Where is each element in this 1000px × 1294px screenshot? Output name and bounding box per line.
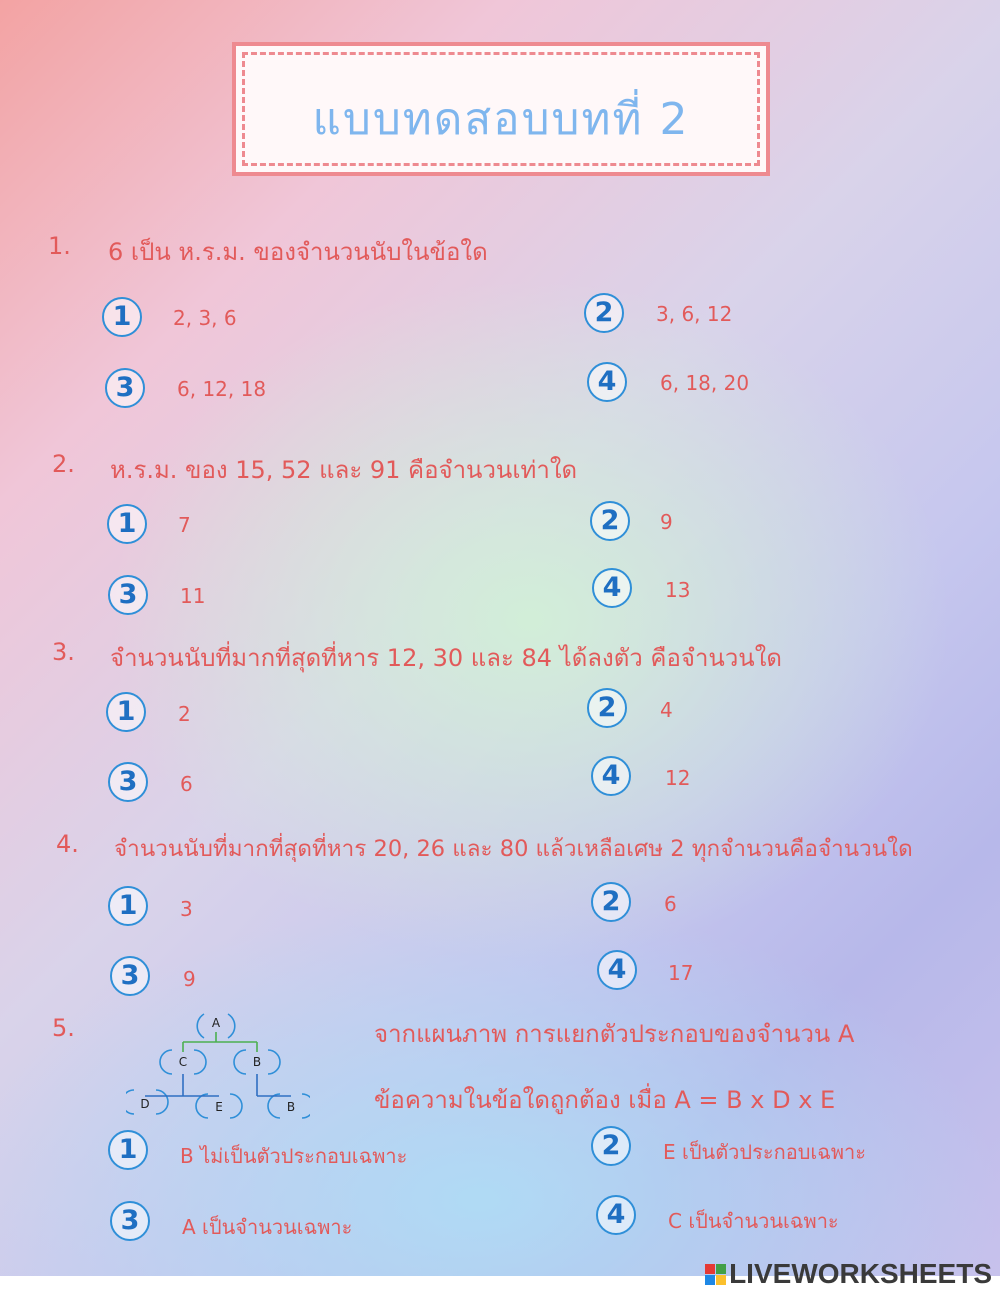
q1-option-2-text: 3, 6, 12 [656, 302, 733, 326]
q3-option-1-marker[interactable]: 1 [106, 692, 146, 732]
q2-option-2-marker[interactable]: 2 [590, 501, 630, 541]
liveworksheets-logo[interactable] [705, 1258, 992, 1290]
q4-option-1-text: 3 [180, 897, 193, 921]
question-4-text: จำนวนนับที่มากที่สุดที่หาร 20, 26 และ 80 แล้วเหลือเศษ 2 ทุกจำนวนคือจำนวนใด [114, 836, 913, 862]
q3-option-4-text: 12 [665, 766, 691, 790]
q2-option-1-marker[interactable]: 1 [107, 504, 147, 544]
q5-option-1-text: B ไม่เป็นตัวประกอบเฉพาะ [180, 1144, 408, 1168]
brand-name: LIVEWORKSHEETS [729, 1258, 992, 1289]
q4-option-3-text: 9 [183, 967, 196, 991]
q4-option-4-marker[interactable]: 4 [597, 950, 637, 990]
brand-logo-icon [705, 1264, 726, 1285]
question-2-text: ห.ร.ม. ของ 15, 52 และ 91 คือจำนวนเท่าใด [110, 456, 578, 484]
q1-option-3-text: 6, 12, 18 [177, 377, 267, 401]
tree-node-top: A [211, 1016, 221, 1030]
q5-option-4-marker[interactable]: 4 [596, 1195, 636, 1235]
q3-option-1-text: 2 [178, 702, 191, 726]
q5-option-3-marker[interactable]: 3 [110, 1201, 150, 1241]
q2-option-2-text: 9 [660, 510, 673, 534]
worksheet-title: แบบทดสอบบทที่ 2 [312, 94, 690, 145]
q4-option-3-marker[interactable]: 3 [110, 956, 150, 996]
q4-option-2-text: 6 [664, 892, 677, 916]
q3-option-2-marker[interactable]: 2 [587, 688, 627, 728]
question-2-number: 2. [52, 450, 75, 478]
q3-option-4-marker[interactable]: 4 [591, 756, 631, 796]
q1-option-4-text: 6, 18, 20 [660, 371, 750, 395]
factor-tree-diagram [126, 1004, 310, 1124]
tree-node-left: C [178, 1055, 188, 1069]
q4-option-2-marker[interactable]: 2 [591, 882, 631, 922]
title-frame [232, 42, 770, 176]
tree-node-left-left: D [140, 1097, 150, 1111]
q5-option-2-marker[interactable]: 2 [591, 1126, 631, 1166]
q2-option-3-marker[interactable]: 3 [108, 575, 148, 615]
q1-option-2-marker[interactable]: 2 [584, 293, 624, 333]
q5-option-4-text: C เป็นจำนวนเฉพาะ [668, 1209, 839, 1233]
q2-option-1-text: 7 [178, 513, 191, 537]
q5-option-3-text: A เป็นจำนวนเฉพาะ [182, 1215, 353, 1239]
q2-option-4-marker[interactable]: 4 [592, 568, 632, 608]
q3-option-3-text: 6 [180, 772, 193, 796]
q1-option-1-marker[interactable]: 1 [102, 297, 142, 337]
tree-node-left-right: E [215, 1100, 223, 1114]
q4-option-4-text: 17 [668, 961, 694, 985]
q2-option-3-text: 11 [180, 584, 206, 608]
q1-option-4-marker[interactable]: 4 [587, 362, 627, 402]
q5-option-2-text: E เป็นตัวประกอบเฉพาะ [663, 1140, 867, 1164]
question-1-text: 6 เป็น ห.ร.ม. ของจำนวนนับในข้อใด [108, 238, 488, 266]
q1-option-1-text: 2, 3, 6 [173, 306, 237, 330]
q1-option-3-marker[interactable]: 3 [105, 368, 145, 408]
q3-option-3-marker[interactable]: 3 [108, 762, 148, 802]
question-5-text-line1: จากแผนภาพ การแยกตัวประกอบของจำนวน A [374, 1020, 855, 1048]
question-3-number: 3. [52, 638, 75, 666]
q5-option-1-marker[interactable]: 1 [108, 1130, 148, 1170]
question-5-text-line2: ข้อความในข้อใดถูกต้อง เมื่อ A = B x D x E [374, 1086, 836, 1114]
tree-node-right: B [252, 1055, 262, 1069]
tree-node-right-right: B [286, 1100, 296, 1114]
question-5-number: 5. [52, 1014, 75, 1042]
question-3-text: จำนวนนับที่มากที่สุดที่หาร 12, 30 และ 84 ได้ลงตัว คือจำนวนใด [110, 644, 783, 672]
q4-option-1-marker[interactable]: 1 [108, 886, 148, 926]
q3-option-2-text: 4 [660, 698, 673, 722]
q2-option-4-text: 13 [665, 578, 691, 602]
question-1-number: 1. [48, 232, 71, 260]
question-4-number: 4. [56, 830, 79, 858]
